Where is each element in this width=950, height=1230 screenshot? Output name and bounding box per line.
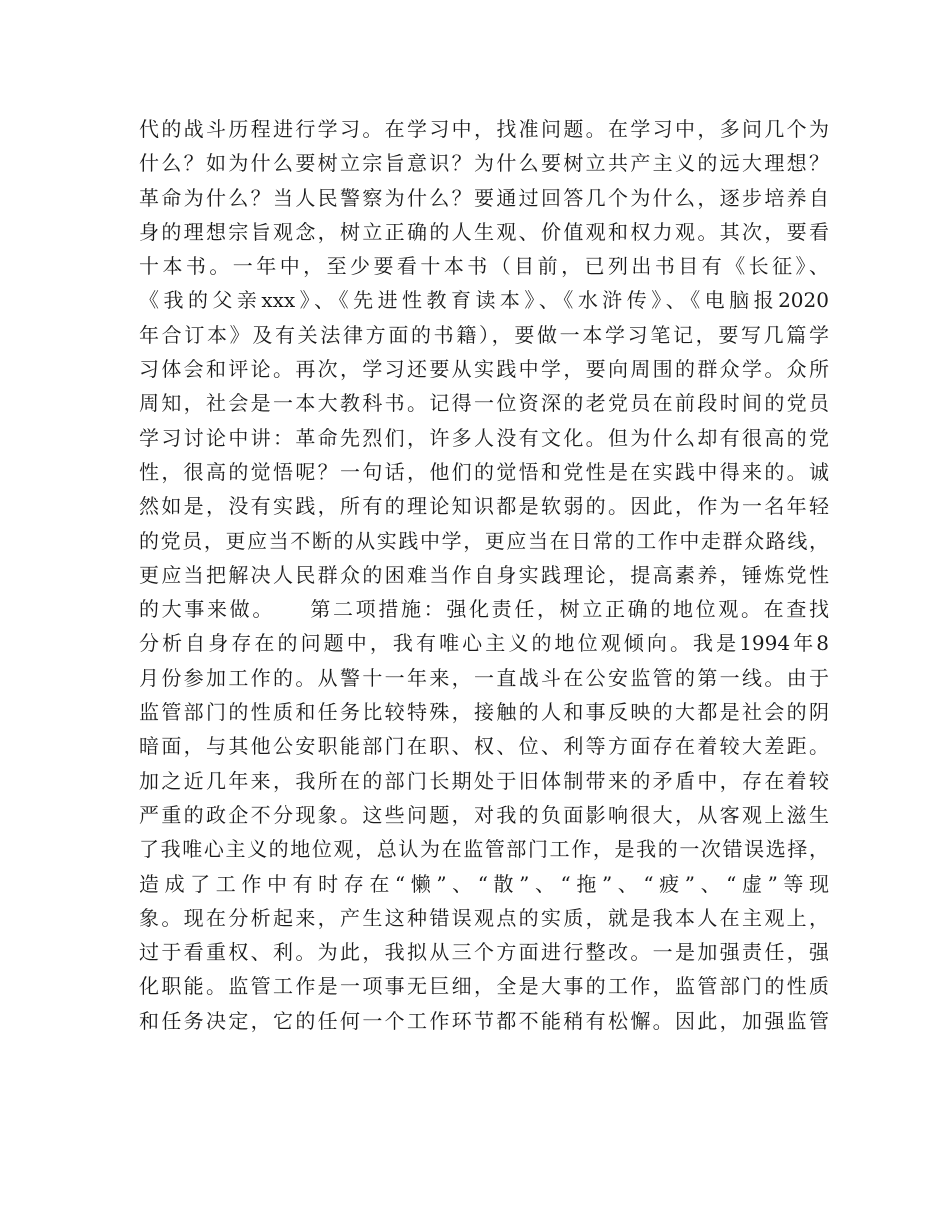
text-line: 十本书。一年中，至少要看十本书（目前，已列出书目有《长征》、 — [139, 254, 829, 279]
text-line: 监管部门的性质和任务比较特殊，接触的人和事反映的大都是社会的阴 — [139, 700, 829, 725]
text-line: 革命为什么？当人民警察为什么？要通过回答几个为什么，逐步培养自 — [139, 185, 829, 210]
text-line: 严重的政企不分现象。这些问题，对我的负面影响很大，从客观上滋生 — [139, 802, 829, 827]
text-line: 的党员，更应当不断的从实践中学，更应当在日常的工作中走群众路线， — [139, 528, 829, 553]
text-line: 化职能。监管工作是一项事无巨细，全是大事的工作，监管部门的性质 — [139, 974, 829, 999]
text-line: 造成了工作中有时存在“懒”、“散”、“拖”、“疲”、“虚”等现 — [139, 871, 829, 896]
text-line: 的大事来做。 第二项措施：强化责任，树立正确的地位观。在查找 — [139, 597, 829, 622]
text-line: 更应当把解决人民群众的困难当作自身实践理论，提高素养，锤炼党性 — [139, 562, 829, 587]
text-line: 年合订本》及有关法律方面的书籍），要做一本学习笔记，要写几篇学 — [139, 322, 829, 347]
text-line: 身的理想宗旨观念，树立正确的人生观、价值观和权力观。其次，要看 — [139, 219, 829, 244]
text-line: 月份参加工作的。从警十一年来，一直战斗在公安监管的第一线。由于 — [139, 665, 829, 690]
text-line: 加之近几年来，我所在的部门长期处于旧体制带来的矛盾中，存在着较 — [139, 768, 829, 793]
body-text — [139, 112, 829, 1038]
text-line: 什么？如为什么要树立宗旨意识？为什么要树立共产主义的远大理想？ — [139, 151, 829, 176]
text-line: 暗面，与其他公安职能部门在职、权、位、利等方面存在着较大差距。 — [139, 734, 829, 759]
text-line: 象。现在分析起来，产生这种错误观点的实质，就是我本人在主观上， — [139, 905, 829, 930]
text-line: 《我的父亲xxx》、《先进性教育读本》、《水浒传》、《电脑报2020 — [139, 288, 829, 313]
text-line: 分析自身存在的问题中，我有唯心主义的地位观倾向。我是1994年8 — [139, 631, 829, 656]
text-line: 和任务决定，它的任何一个工作环节都不能稍有松懈。因此，加强监管 — [139, 1008, 829, 1033]
text-line: 然如是，没有实践，所有的理论知识都是软弱的。因此，作为一名年轻 — [139, 494, 829, 519]
text-line: 性，很高的觉悟呢？一句话，他们的觉悟和党性是在实践中得来的。诚 — [139, 459, 829, 484]
text-line: 周知，社会是一本大教科书。记得一位资深的老党员在前段时间的党员 — [139, 391, 829, 416]
text-line: 学习讨论中讲：革命先烈们，许多人没有文化。但为什么却有很高的党 — [139, 425, 829, 450]
text-line: 代的战斗历程进行学习。在学习中，找准问题。在学习中，多问几个为 — [139, 117, 829, 141]
text-line: 习体会和评论。再次，学习还要从实践中学，要向周围的群众学。众所 — [139, 357, 829, 382]
text-line: 了我唯心主义的地位观，总认为在监管部门工作，是我的一次错误选择， — [139, 837, 829, 862]
text-line: 过于看重权、利。为此，我拟从三个方面进行整改。一是加强责任，强 — [139, 940, 829, 965]
